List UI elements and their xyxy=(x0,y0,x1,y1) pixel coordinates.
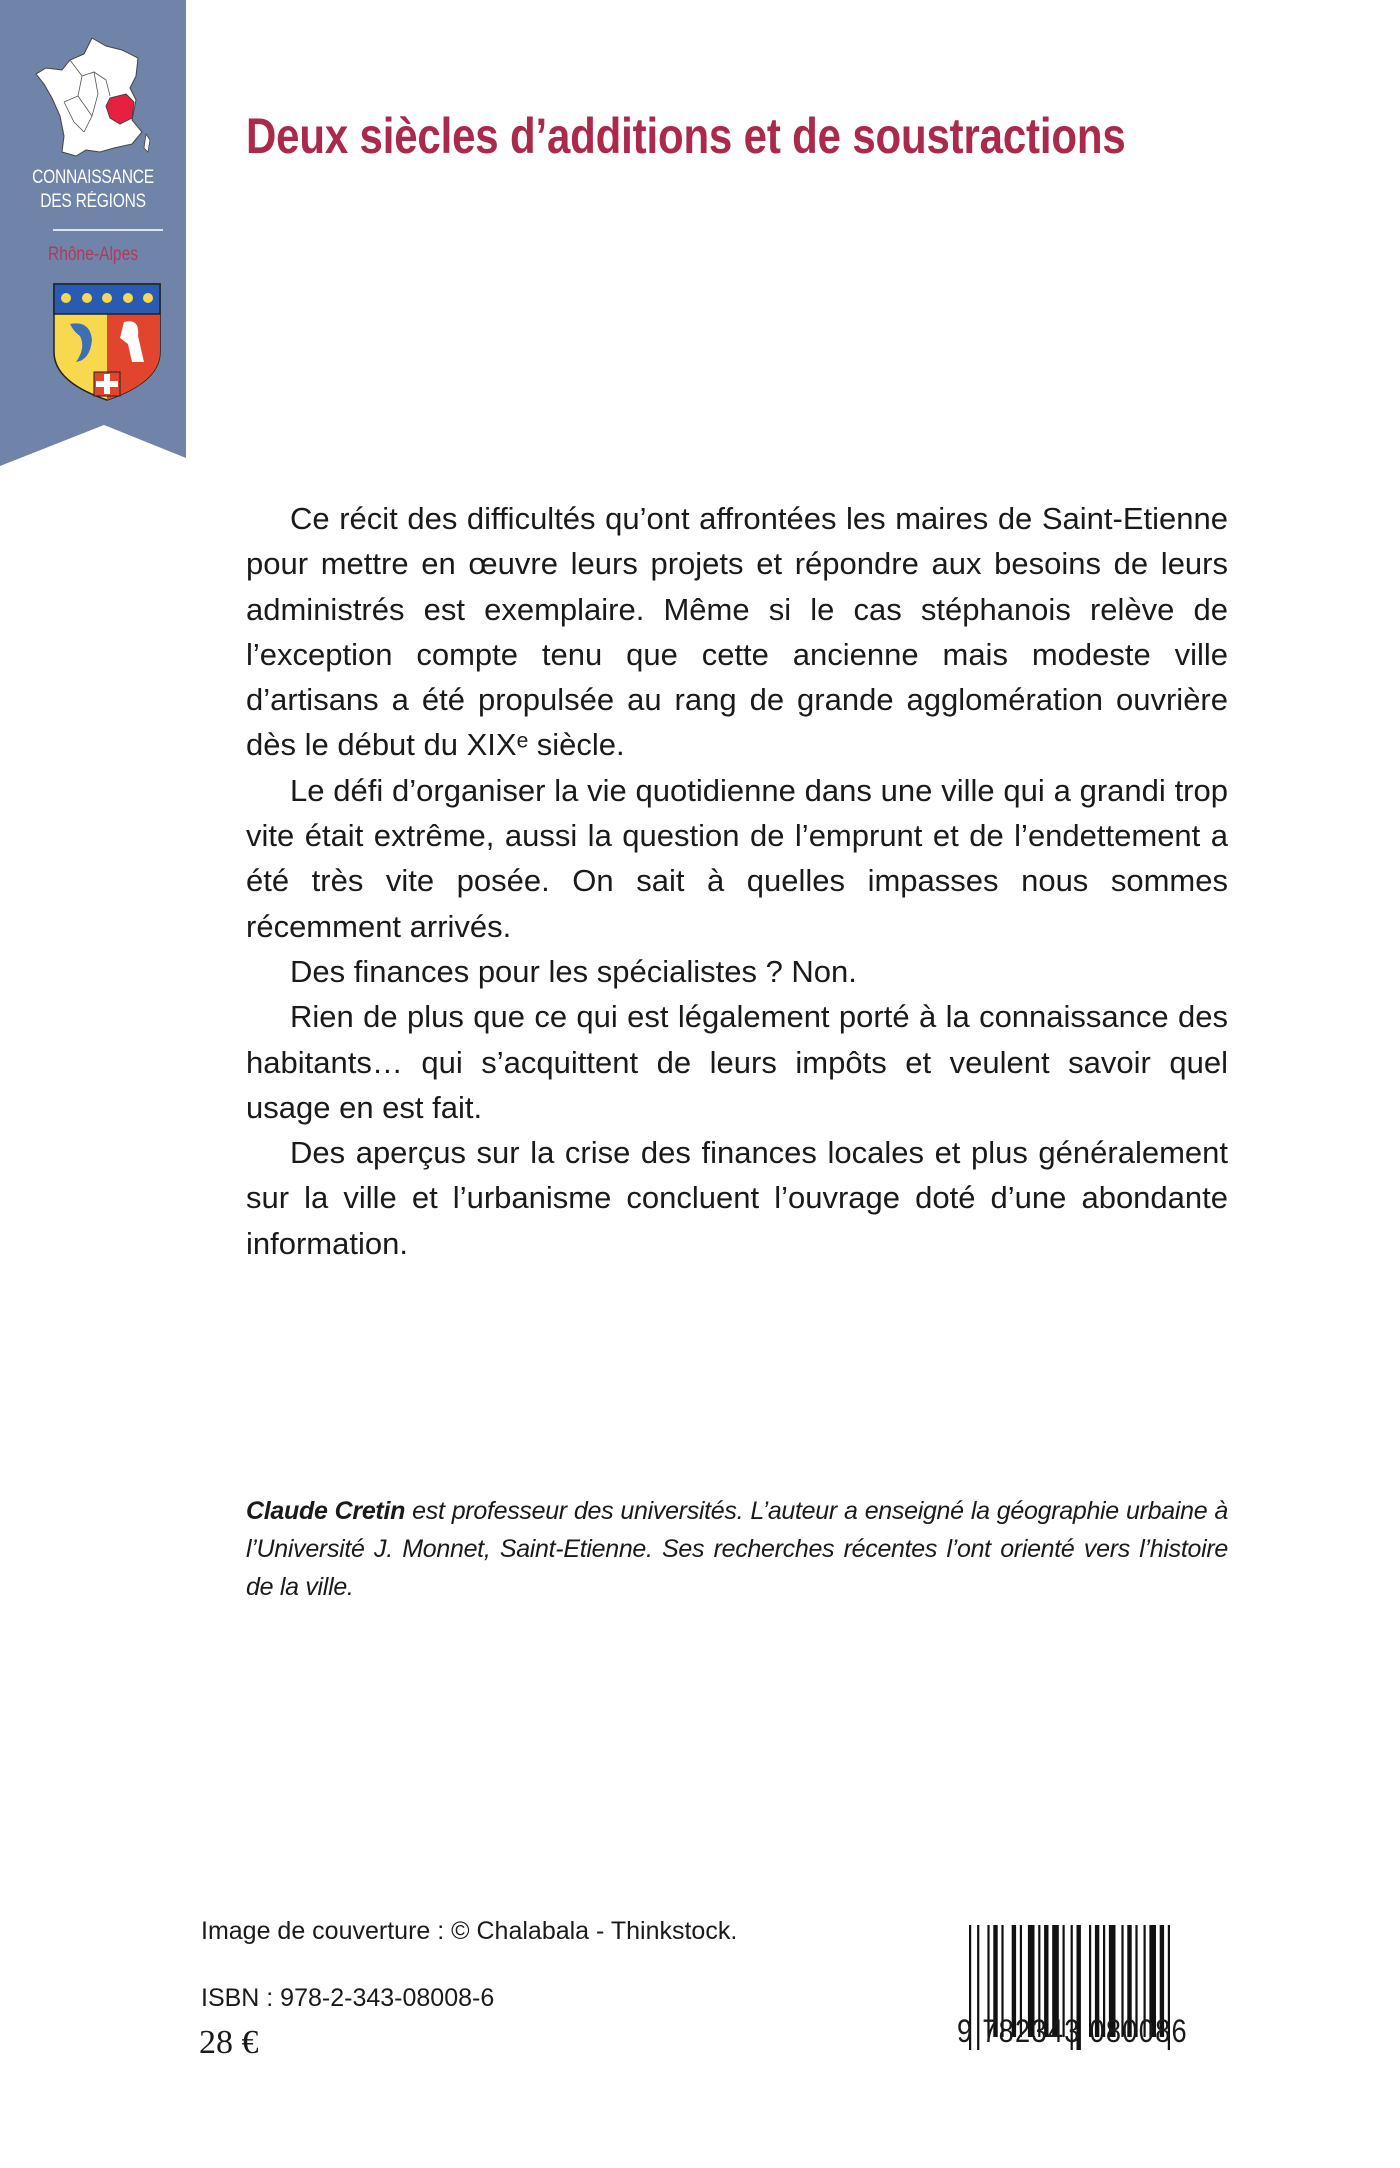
france-map-icon xyxy=(34,36,156,160)
author-bio-text: est professeur des universités. L’auteur a enseigné la géographie urbaine à l’Université J. Monnet, Saint-Etienne. Ses recherches récentes l’ont orienté vers l’histoire de la ville. xyxy=(246,1497,1228,1601)
coat-of-arms-icon xyxy=(52,282,162,402)
summary-paragraph: Le défi d’organiser la vie quotidienne dans une ville qui a grandi trop vite était extrême, aussi la question de l’emprunt et de l’endettement a été très vite posée. On sait à quelles impasses nous sommes récemment arrivés. xyxy=(246,772,1228,944)
summary-paragraph: Rien de plus que ce qui est légalement porté à la connaissance des habitants… qui s’acquittent de leurs impôts et veulent savoir quel usage en est fait. xyxy=(246,999,1228,1125)
series-name-line2: DES RÉGIONS xyxy=(40,191,146,212)
author-bio xyxy=(246,1492,1228,1606)
author-name: Claude Cretin xyxy=(246,1497,406,1525)
series-ribbon xyxy=(0,0,186,468)
summary-paragraph: Des finances pour les spécialistes ? Non. xyxy=(290,953,857,989)
summary-paragraph: Ce récit des difficultés qu’ont affrontées les maires de Saint-Etienne pour mettre en œuvre leurs projets et répondre aux besoins de leurs administrés est exemplaire. Même si le cas stéphanois relève de l’exception compte tenu que cette ancienne mais modeste ville d’artisans a été propulsée au rang de grande agglomération ouvrière dès le début du XIXᵉ siècle. xyxy=(246,501,1228,763)
summary-paragraph: Des aperçus sur la crise des finances locales et plus généralement sur la ville et l’urbanisme concluent l’ouvrage doté d’une abondante information. xyxy=(246,1135,1228,1261)
barcode-digits: 9 782343 080086 xyxy=(957,2013,1188,2049)
series-divider xyxy=(53,229,163,231)
series-name-line1: CONNAISSANCE xyxy=(32,167,154,188)
book-summary xyxy=(246,496,1228,1266)
region-name: Rhône-Alpes xyxy=(47,244,139,265)
price: 28 € xyxy=(199,2024,259,2061)
barcode xyxy=(957,1925,1232,2055)
book-title: Deux siècles d’additions et de soustractions xyxy=(246,108,1126,164)
isbn: ISBN : 978-2-343-08008-6 xyxy=(201,1984,495,2012)
cover-image-credit: Image de couverture : © Chalabala - Thinkstock. xyxy=(201,1917,738,1945)
